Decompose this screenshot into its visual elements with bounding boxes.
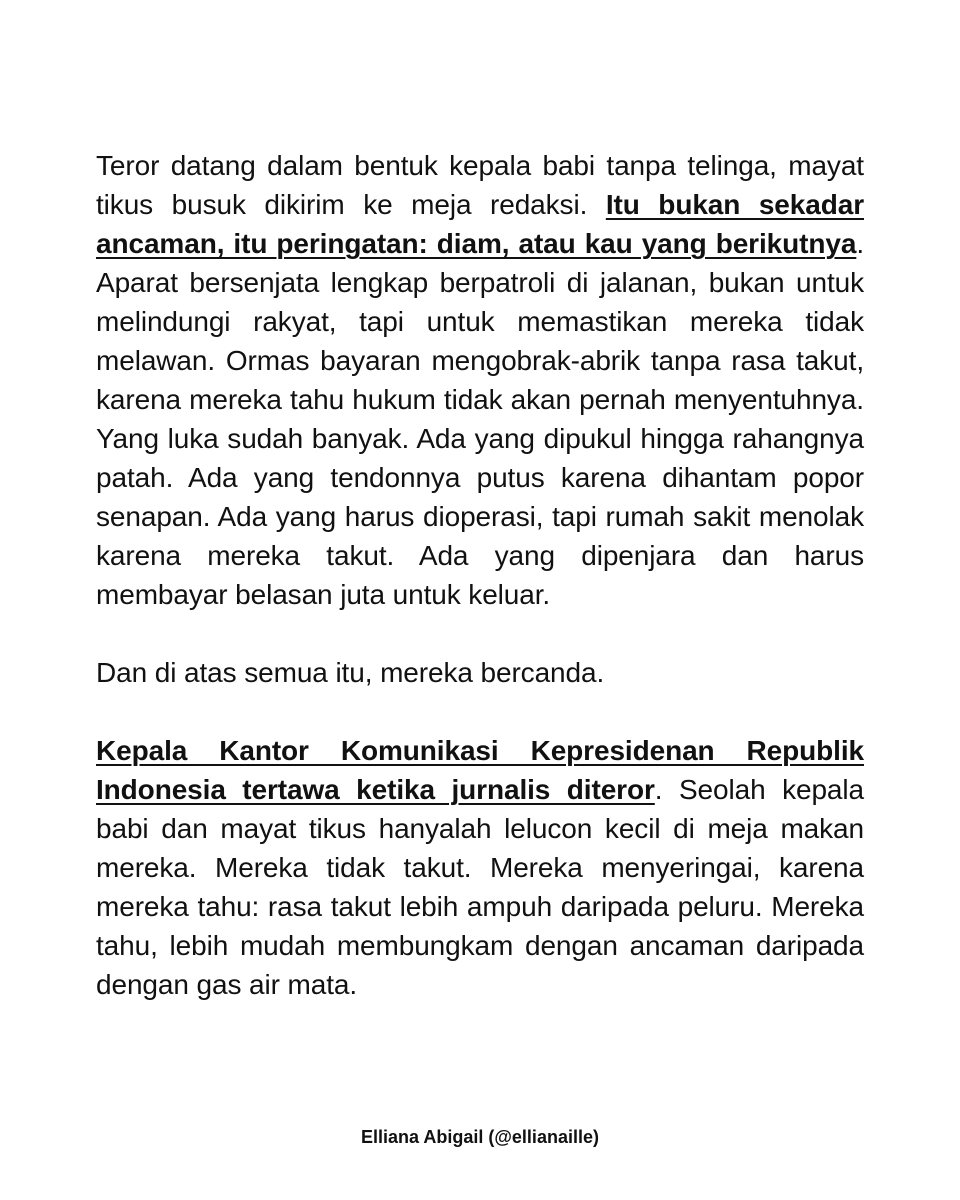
paragraph-terror-emphasis: Itu bukan sekadar ancaman, itu peringatan: diam, atau kau yang berikutnya — [96, 189, 864, 259]
paragraph-joke-text: Dan di atas semua itu, mereka bercanda. — [96, 657, 605, 688]
paragraph-terror-lead: Teror datang dalam bentuk kepala babi tanpa telinga, mayat tikus busuk dikirim ke meja redaksi. — [96, 150, 864, 220]
paragraph-terror-rest: . Aparat bersenjata lengkap berpatroli di jalanan, bukan untuk melindungi rakyat, tapi untuk memastikan mereka tidak melawan. Ormas bayaran mengobrak-abrik tanpa rasa takut, karena mereka tahu hukum tidak akan pernah menyentuhnya. Yang luka sudah banyak. Ada yang dipukul hingga rahangnya patah. Ada yang tendonnya putus karena dihantam popor senapan. Ada yang harus dioperasi, tapi rumah sakit menolak karena mereka takut. Ada yang dipenjara dan harus membayar belasan juta untuk keluar. — [96, 228, 864, 610]
author-credit: Elliana Abigail (@ellianaille) — [361, 1127, 599, 1147]
paragraph-official-rest: . Seolah kepala babi dan mayat tikus hanyalah lelucon kecil di meja makan mereka. Mereka tidak takut. Mereka menyeringai, karena mereka tahu: rasa takut lebih ampuh daripada peluru. Mereka tahu, lebih mudah membungkam dengan ancaman daripada dengan gas air mata. — [96, 774, 864, 1000]
paragraph-official-emphasis: Kepala Kantor Komunikasi Kepresidenan Republik Indonesia tertawa ketika jurnalis diteror — [96, 735, 864, 805]
paragraph-terror — [96, 146, 864, 614]
paragraph-joke — [96, 653, 864, 692]
article-body — [96, 146, 864, 1004]
paragraph-official — [96, 731, 864, 1004]
